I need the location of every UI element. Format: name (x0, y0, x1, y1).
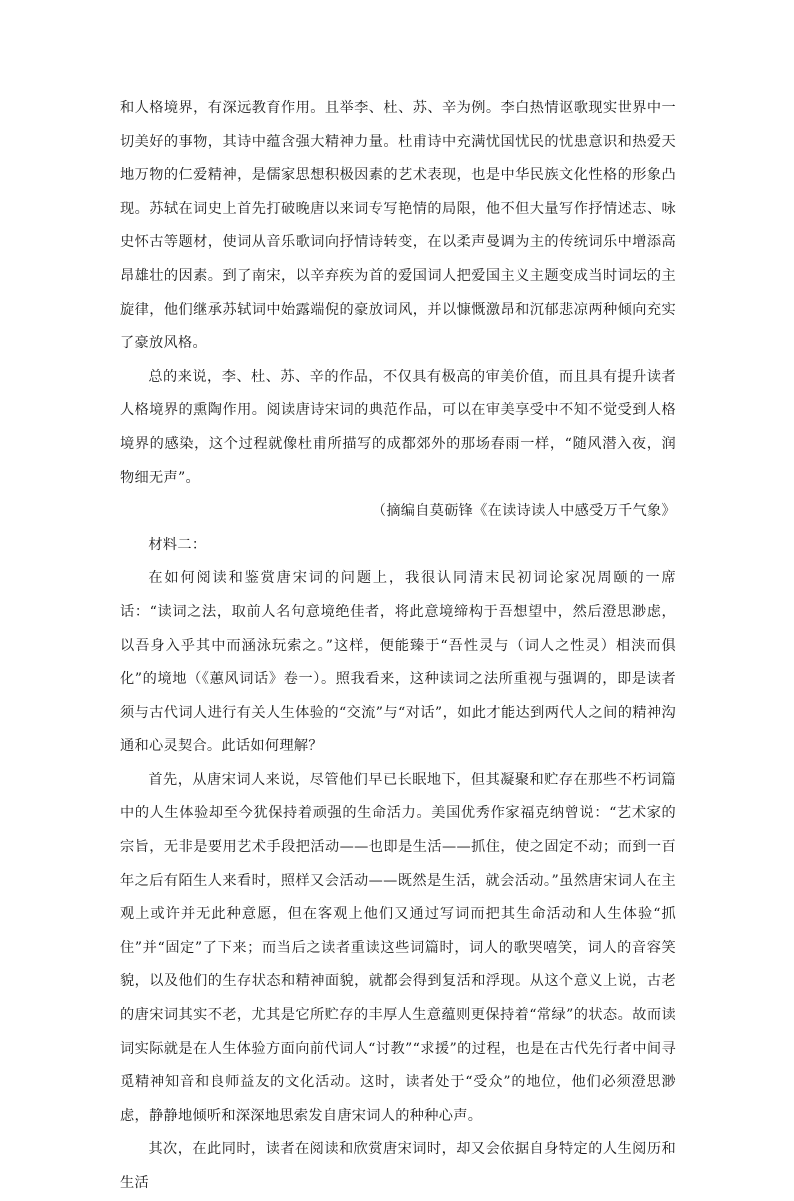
paragraph-2: 总的来说，李、杜、苏、辛的作品，不仅具有极高的审美价值，而且具有提升读者人格境界的熏陶作用。阅读唐诗宋词的典范作品，可以在审美享受中不知不觉受到人格境界的感染，这个过程就像杜甫所描写的成都郊外的那场春雨一样，“随风潜入夜，润物细无声”。 (120, 368, 676, 486)
paragraph-4: 首先，从唐宋词人来说，尽管他们早已长眠地下，但其凝聚和贮存在那些不朽词篇中的人生体验却至今犹保持着顽强的生命活力。美国优秀作家福克纳曾说：“艺术家的宗旨，无非是要用艺术手段把活动——也即是生活——抓住，使之固定不动；而到一百年之后有陌生人来看时，照样又会活动——既然是生活，就会活动。”虽然唐宋词人在主观上或许并无此种意愿，但在客观上他们又通过写词而把其生命活动和人生体验“抓住”并“固定”了下来；而当后之读者重读这些词篇时，词人的歌哭嘻笑，词人的音容笑貌，以及他们的生存状态和精神面貌，就都会得到复活和浮现。从这个意义上说，古老的唐宋词其实不老，尤其是它所贮存的丰厚人生意蕴则更保持着“常绿”的状态。故而读词实际就是在人生体验方面向前代词人“讨教”“求援”的过程，也是在古代先行者中间寻觅精神知音和良师益友的文化活动。这时，读者处于“受众”的地位，他们必须澄思渺虑，静静地倾听和深深地思索发自唐宋词人的种种心声。 (120, 771, 676, 1124)
paragraph-5: 其次，在此同时，读者在阅读和欣赏唐宋词时，却又会依据自身特定的人生阅历和生活 (120, 1141, 676, 1191)
material-heading: 材料二： (148, 536, 207, 553)
paragraph-1: 和人格境界，有深远教育作用。且举李、杜、苏、辛为例。李白热情讴歌现实世界中一切美好的事物，其诗中蕴含强大精神力量。杜甫诗中充满忧国忧民的忧患意识和热爱天地万物的仁爱精神，是儒家思想积极因素的艺术表现，也是中华民族文化性格的形象凸现。苏轼在词史上首先打破晚唐以来词专写艳情的局限，他不但大量写作抒情述志、咏史怀古等题材，使词从音乐歌词向抒情诗转变，在以柔声曼调为主的传统词乐中增添高昂雄壮的因素。到了南宋，以辛弃疾为首的爱国词人把爱国主义主题变成当时词坛的主旋律，他们继承苏轼词中始露端倪的豪放词风，并以慷慨激昂和沉郁悲凉两种倾向充实了豪放风格。 (120, 100, 676, 352)
source-citation: （摘编自莫砺锋《在读诗读人中感受万千气象》 (371, 503, 676, 520)
document-page (120, 92, 676, 1201)
paragraph-3: 在如何阅读和鉴赏唐宋词的问题上，我很认同清末民初词论家况周颐的一席话：“读词之法，取前人名句意境绝佳者，将此意境缔构于吾想望中，然后澄思渺虑，以吾身入乎其中而涵泳玩索之。”这样，便能臻于“吾性灵与（词人之性灵）相浃而俱化”的境地（《蕙风词话》卷一）。照我看来，这种读词之法所重视与强调的，即是读者须与古代词人进行有关人生体验的“交流”与“对话”，如此才能达到两代人之间的精神沟通和心灵契合。此话如何理解？ (120, 570, 676, 755)
